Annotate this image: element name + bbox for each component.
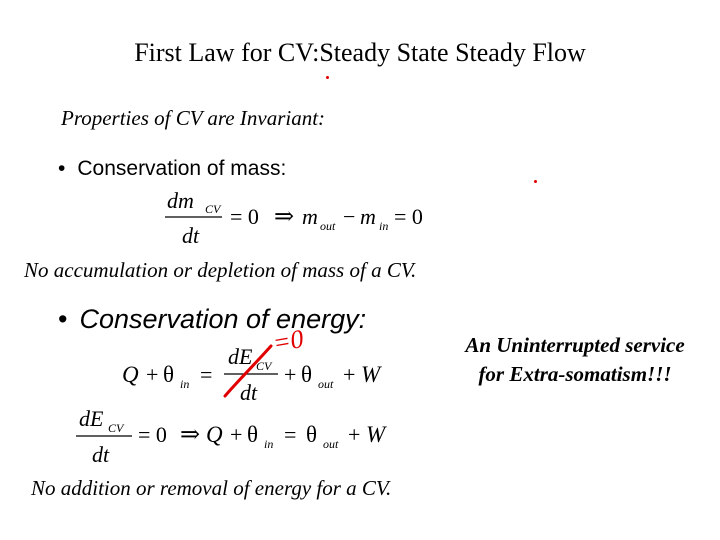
eq-denominator: dt <box>92 442 110 467</box>
eq-theta-in: θ <box>247 422 259 447</box>
bullet-label: Conservation of mass: <box>77 157 287 180</box>
eq-plus: + <box>284 362 297 387</box>
eq-subscript-in: in <box>379 219 389 233</box>
eq-plus: + <box>146 362 159 387</box>
eq-rhs-zero: = 0 <box>394 204 423 229</box>
eq-theta-out: θ <box>306 422 318 447</box>
red-mark <box>534 180 537 183</box>
eq-equals-zero: = 0 <box>138 422 167 447</box>
eq-w: W <box>366 422 386 447</box>
bullet-label: Conservation of energy: <box>79 304 367 334</box>
eq-equals-zero: = 0 <box>230 204 259 229</box>
eq-frac-subscript: CV <box>256 359 272 373</box>
eq-equals: = <box>200 362 213 387</box>
bullet-glyph: • <box>58 157 66 180</box>
note-energy: No addition or removal of energy for a CV. <box>31 476 392 500</box>
eq-denominator: dt <box>182 223 200 248</box>
eq-subscript-in: in <box>180 377 190 391</box>
eq-m-in: m <box>360 204 376 229</box>
callout-line: for Extra-somatism!!! <box>478 362 672 386</box>
eq-q: Q <box>122 362 139 387</box>
eq-frac-numerator: dE <box>228 344 253 369</box>
red-mark <box>326 76 329 79</box>
eq-q: Q <box>206 422 223 447</box>
eq-subscript-out: out <box>323 437 339 451</box>
eq-minus: − <box>343 204 356 229</box>
handwritten-equals-zero: =0 <box>270 324 306 358</box>
implies-arrow: ⇒ <box>274 204 295 230</box>
eq-subscript-out: out <box>320 219 336 233</box>
implies-arrow: ⇒ <box>180 422 201 448</box>
eq-subscript-in: in <box>264 437 274 451</box>
bullet-glyph: • <box>58 304 68 334</box>
eq-theta-in: θ <box>163 362 175 387</box>
handwritten-annotation <box>215 322 325 402</box>
slide-title: First Law for CV:Steady State Steady Flow <box>134 38 586 67</box>
bullet-conservation-of-mass <box>58 157 286 181</box>
strike-line <box>225 346 271 396</box>
eq-numerator: dm <box>167 188 194 213</box>
eq-numerator: dE <box>79 406 104 431</box>
eq-plus: + <box>348 422 361 447</box>
mass-equation <box>160 186 450 250</box>
eq-plus: + <box>230 422 243 447</box>
callout-text <box>440 331 710 389</box>
callout-line: An Uninterrupted service <box>465 333 685 357</box>
eq-subscript-out: out <box>318 377 334 391</box>
subtitle: Properties of CV are Invariant: <box>61 106 326 130</box>
eq-frac-denominator: dt <box>240 380 258 405</box>
eq-plus: + <box>343 362 356 387</box>
eq-theta-out: θ <box>301 362 313 387</box>
eq-equals: = <box>284 422 297 447</box>
energy-steady-equation <box>72 402 412 468</box>
eq-m-out: m <box>302 204 318 229</box>
note-mass: No accumulation or depletion of mass of a CV. <box>24 258 417 282</box>
eq-subscript: CV <box>205 202 221 216</box>
eq-w: W <box>361 362 381 387</box>
eq-subscript: CV <box>108 421 124 435</box>
